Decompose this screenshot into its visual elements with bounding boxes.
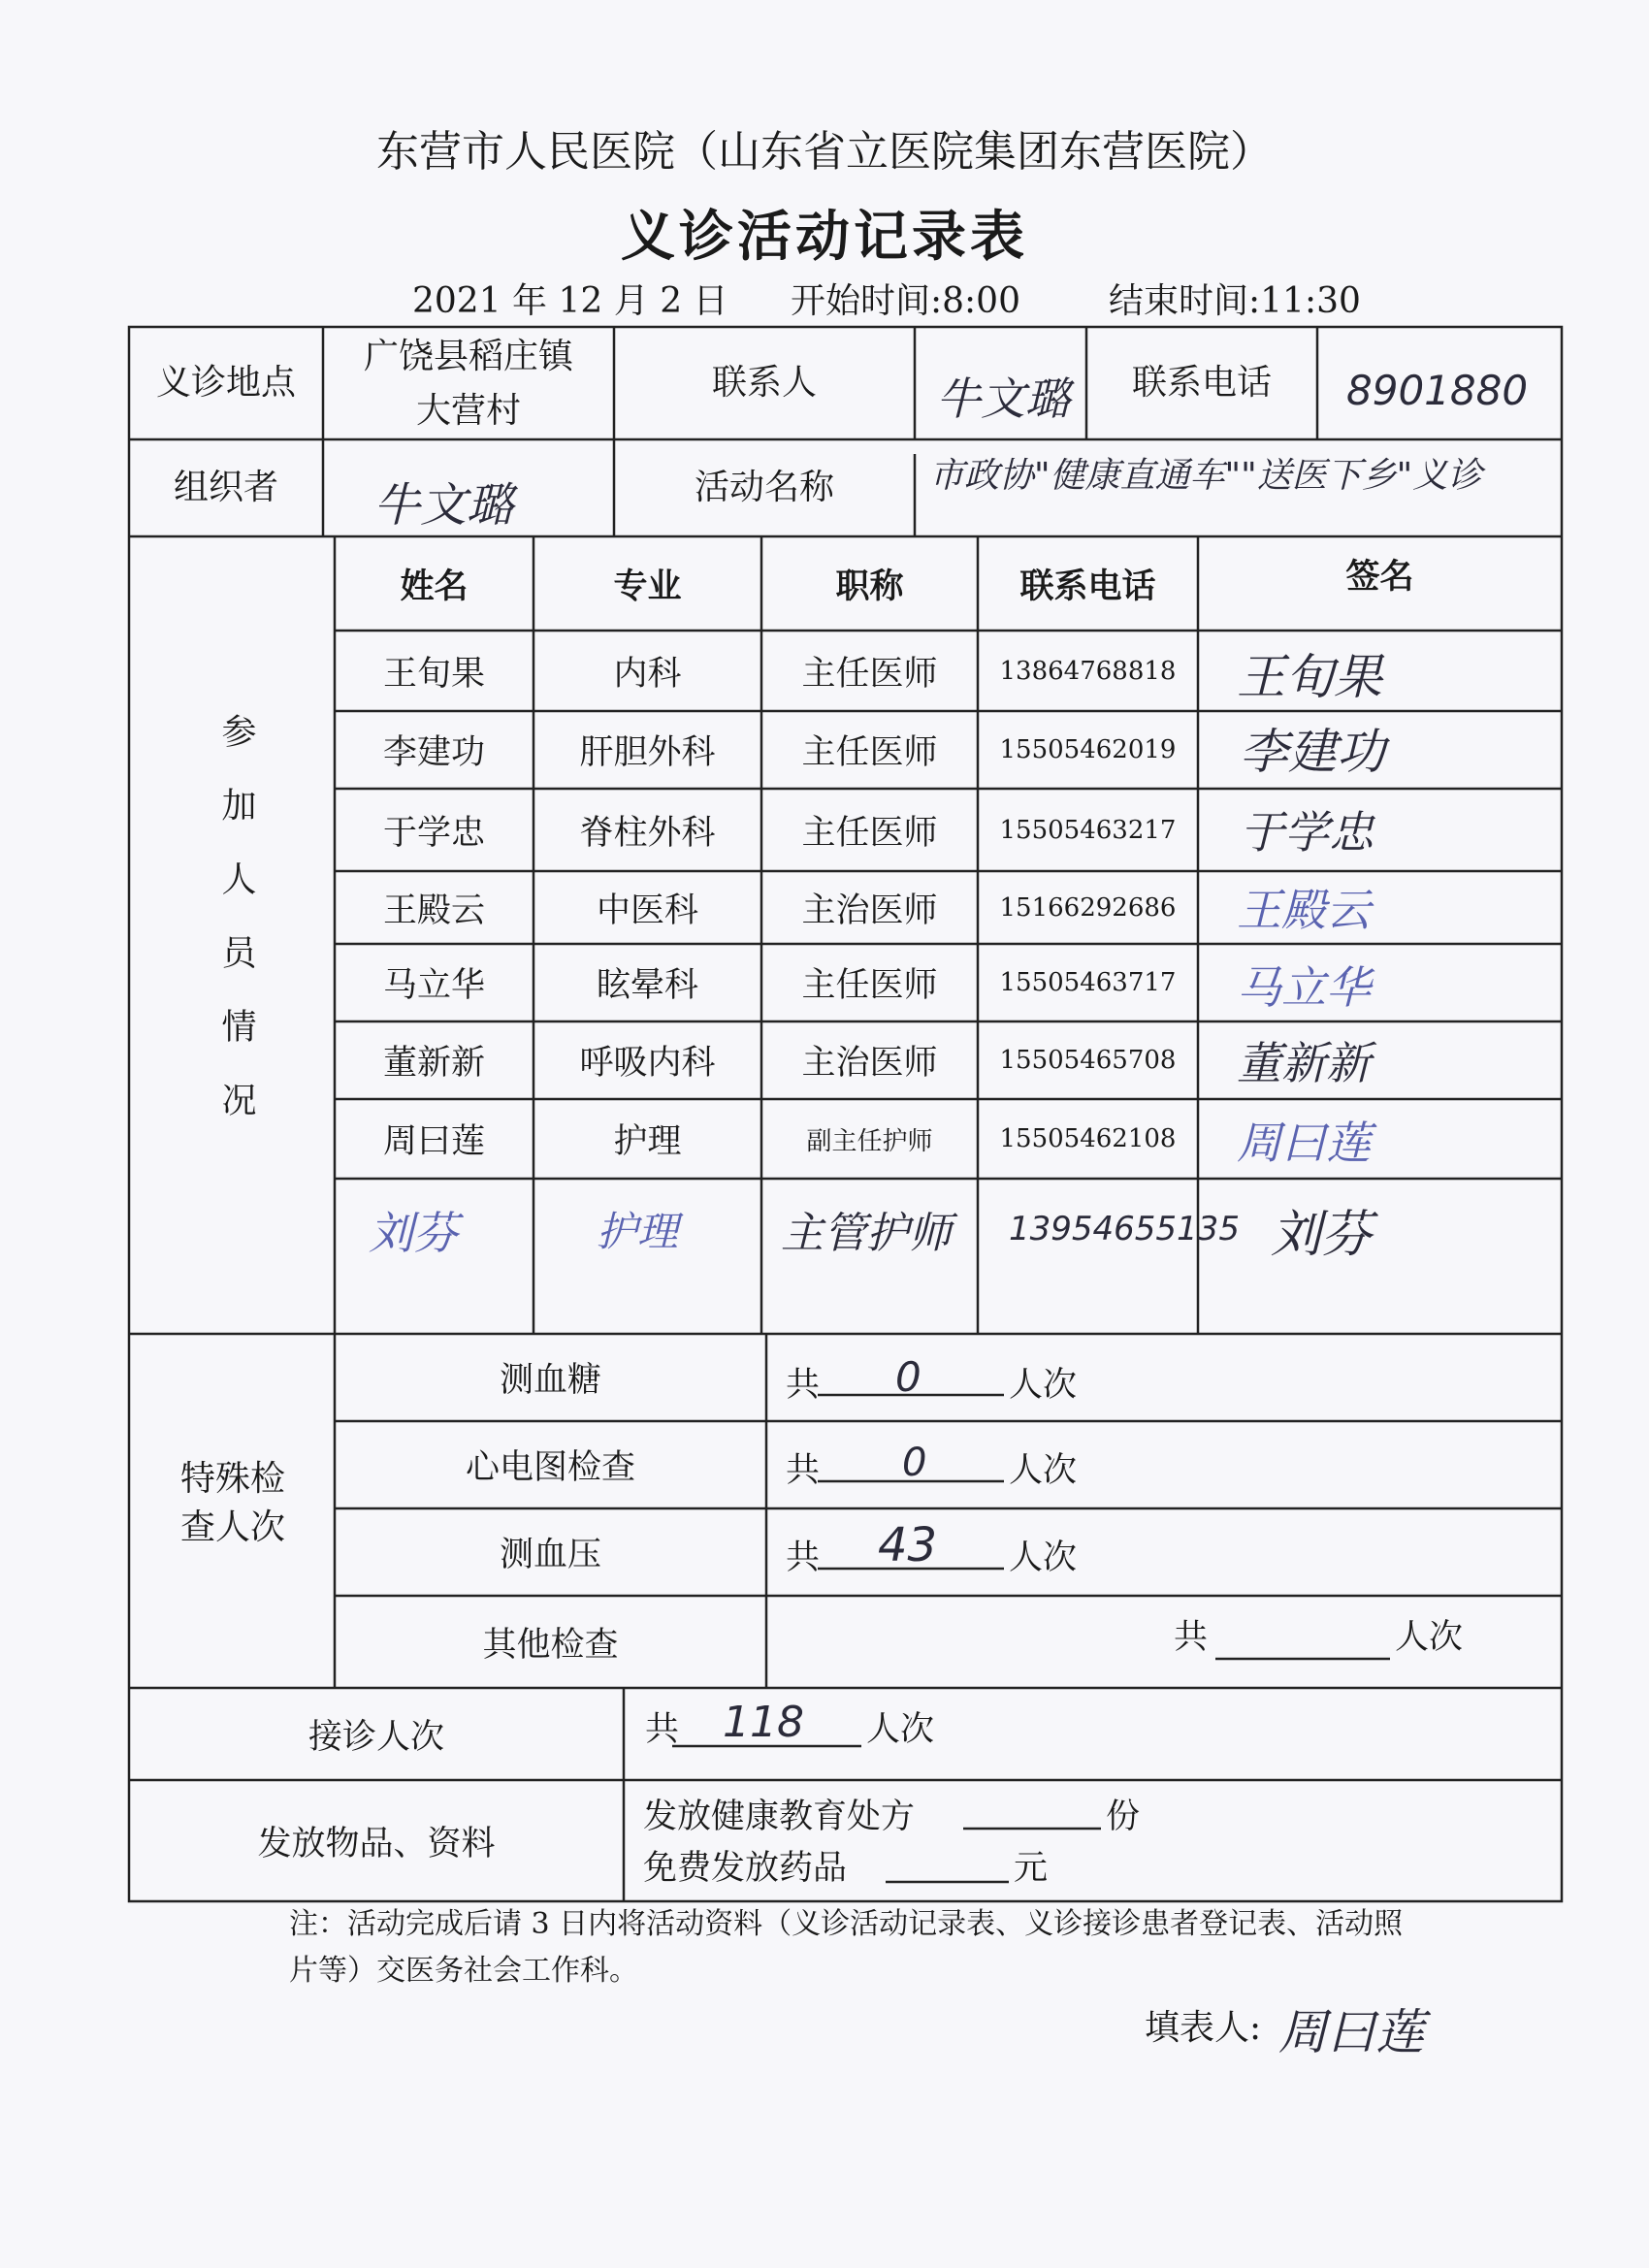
header-specialty: 专业 bbox=[613, 566, 682, 606]
participant-specialty: 护理 bbox=[597, 1208, 679, 1255]
participant-name: 刘芬 bbox=[369, 1207, 458, 1259]
footer-note: 注：活动完成后请 3 日内将活动资料（义诊活动记录表、义诊接诊患者登记表、活动照片等）交医务社会工作科。 bbox=[289, 1907, 1404, 1988]
header-signature: 签名 bbox=[1345, 556, 1414, 597]
end-time: 结束时间:11:30 bbox=[1109, 281, 1361, 321]
participant-specialty: 内科 bbox=[613, 654, 682, 694]
contact-signature: 牛文璐 bbox=[936, 373, 1070, 425]
participant-phone: 15505463717 bbox=[999, 968, 1177, 997]
organizer-label: 组织者 bbox=[173, 467, 278, 507]
participant-specialty: 呼吸内科 bbox=[579, 1044, 716, 1083]
participant-title: 副主任护师 bbox=[806, 1126, 933, 1156]
special-item-value: 0 bbox=[902, 1441, 927, 1485]
participant-title: 主任医师 bbox=[801, 966, 938, 1005]
participant-signature: 周曰莲 bbox=[1237, 1117, 1371, 1169]
contact-label: 联系人 bbox=[711, 362, 817, 403]
special-item-value: 0 bbox=[895, 1353, 922, 1401]
special-item-prefix: 共 bbox=[1174, 1618, 1209, 1657]
participant-name: 董新新 bbox=[382, 1044, 485, 1083]
materials-line2-suffix: 元 bbox=[1014, 1849, 1049, 1888]
participant-title: 主任医师 bbox=[801, 813, 938, 853]
participant-signature: 王殿云 bbox=[1237, 884, 1371, 936]
participant-name: 周曰莲 bbox=[382, 1122, 485, 1161]
participant-title: 主管护师 bbox=[781, 1209, 952, 1258]
participant-phone: 13954655135 bbox=[1009, 1210, 1240, 1248]
filler-signature: 周曰莲 bbox=[1278, 2004, 1424, 2060]
filler-label: 填表人: bbox=[1145, 2008, 1262, 2048]
participant-name: 李建功 bbox=[382, 733, 485, 772]
special-item-prefix: 共 bbox=[786, 1366, 821, 1405]
special-section-label: 特殊检查人次 bbox=[179, 1459, 285, 1548]
date: 2021 年 12 月 2 日 bbox=[412, 281, 728, 321]
participant-signature: 王旬果 bbox=[1237, 649, 1382, 705]
participant-signature: 李建功 bbox=[1240, 724, 1385, 780]
participant-specialty: 眩晕科 bbox=[596, 966, 698, 1005]
participant-phone: 15505465708 bbox=[999, 1046, 1177, 1075]
activity-name: 市政协"健康直通车""送医下乡"义诊 bbox=[929, 456, 1483, 496]
form-title: 义诊活动记录表 bbox=[621, 205, 1028, 269]
participant-name: 王旬果 bbox=[382, 654, 485, 694]
materials-line2: 免费发放药品 bbox=[643, 1849, 848, 1888]
contact-phone: 8901880 bbox=[1346, 367, 1529, 414]
participant-signature: 于学忠 bbox=[1240, 806, 1374, 859]
organizer-signature: 牛文璐 bbox=[373, 478, 514, 533]
participant-name: 马立华 bbox=[382, 966, 485, 1005]
participant-title: 主治医师 bbox=[801, 891, 938, 930]
participants-section-label: 参加人员情况 bbox=[216, 713, 256, 1155]
header-title: 职称 bbox=[835, 566, 904, 606]
location-line2: 大营村 bbox=[415, 390, 521, 431]
special-item-label: 其他检查 bbox=[482, 1625, 619, 1665]
special-item-label: 心电图检查 bbox=[465, 1448, 635, 1487]
header-phone: 联系电话 bbox=[1019, 566, 1156, 606]
participant-phone: 13864768818 bbox=[999, 656, 1177, 686]
participant-signature: 刘芬 bbox=[1271, 1206, 1373, 1264]
header-name: 姓名 bbox=[400, 566, 469, 606]
participant-signature: 马立华 bbox=[1237, 961, 1371, 1014]
special-item-label: 测血压 bbox=[499, 1536, 601, 1574]
special-item-prefix: 共 bbox=[786, 1451, 821, 1490]
participant-specialty: 中医科 bbox=[596, 891, 698, 930]
participant-specialty: 肝胆外科 bbox=[579, 733, 716, 772]
hospital-title: 东营市人民医院（山东省立医院集团东营医院） bbox=[376, 127, 1273, 177]
participant-phone: 15505462108 bbox=[999, 1124, 1177, 1153]
visits-suffix: 人次 bbox=[866, 1710, 935, 1749]
participant-title: 主任医师 bbox=[801, 654, 938, 694]
participant-name: 王殿云 bbox=[382, 891, 485, 930]
participant-specialty: 脊柱外科 bbox=[579, 813, 716, 853]
special-item-suffix: 人次 bbox=[1009, 1451, 1078, 1490]
participant-phone: 15505462019 bbox=[999, 735, 1177, 764]
materials-line1: 发放健康教育处方 bbox=[643, 1798, 916, 1836]
special-item-value: 43 bbox=[878, 1518, 938, 1572]
materials-label: 发放物品、资料 bbox=[257, 1824, 496, 1863]
participant-phone: 15505463217 bbox=[999, 815, 1177, 845]
visits-prefix: 共 bbox=[645, 1710, 680, 1749]
start-time: 开始时间:8:00 bbox=[791, 281, 1020, 321]
phone-label: 联系电话 bbox=[1131, 362, 1272, 403]
participant-specialty: 护理 bbox=[613, 1122, 682, 1161]
visits-value: 118 bbox=[723, 1698, 804, 1747]
visits-label: 接诊人次 bbox=[307, 1717, 444, 1757]
special-item-suffix: 人次 bbox=[1395, 1618, 1464, 1657]
materials-line1-suffix: 份 bbox=[1106, 1798, 1141, 1836]
special-item-suffix: 人次 bbox=[1009, 1366, 1078, 1405]
special-item-suffix: 人次 bbox=[1009, 1539, 1078, 1577]
special-item-prefix: 共 bbox=[786, 1539, 821, 1577]
location-label: 义诊地点 bbox=[155, 362, 296, 403]
participant-signature: 董新新 bbox=[1237, 1037, 1371, 1089]
participant-phone: 15166292686 bbox=[999, 892, 1177, 923]
participant-name: 于学忠 bbox=[382, 813, 485, 853]
participant-title: 主任医师 bbox=[801, 733, 938, 772]
special-item-label: 测血糖 bbox=[499, 1361, 601, 1400]
participant-title: 主治医师 bbox=[801, 1044, 938, 1083]
activity-label: 活动名称 bbox=[694, 467, 834, 507]
location-line1: 广饶县稻庄镇 bbox=[363, 336, 573, 376]
